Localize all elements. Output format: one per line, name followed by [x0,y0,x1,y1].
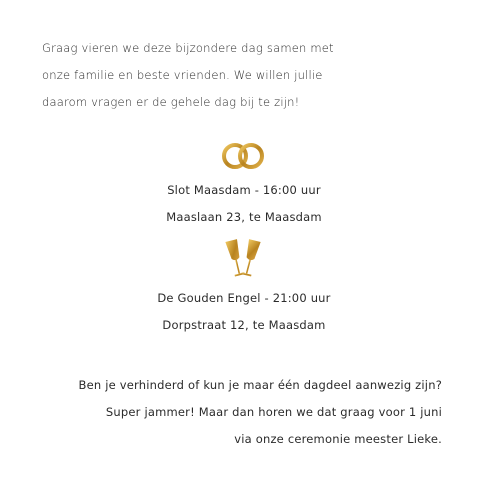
party-address: Dorpstraat 12, te Maasdam [162,318,326,332]
ceremony-address: Maaslaan 23, te Maasdam [166,210,322,224]
party-venue-time: De Gouden Engel - 21:00 uur [157,291,331,305]
rsvp-line: via onze ceremonie meester Lieke. [234,432,442,446]
ceremony-venue-time: Slot Maasdam - 16:00 uur [167,183,321,197]
rsvp-line: Super jammer! Maar dan horen we dat graag voor 1 juni [105,405,442,419]
wedding-rings-icon [220,140,266,176]
champagne-glasses-icon [222,236,264,286]
intro-line: onze familie en beste vrienden. We willen jullie [42,68,323,82]
intro-line: Graag vieren we deze bijzondere dag samen met [42,41,334,55]
intro-line: daarom vragen er de gehele dag bij te zijn! [42,95,300,109]
rsvp-line: Ben je verhinderd of kun je maar één dagdeel aanwezig zijn? [78,378,442,392]
